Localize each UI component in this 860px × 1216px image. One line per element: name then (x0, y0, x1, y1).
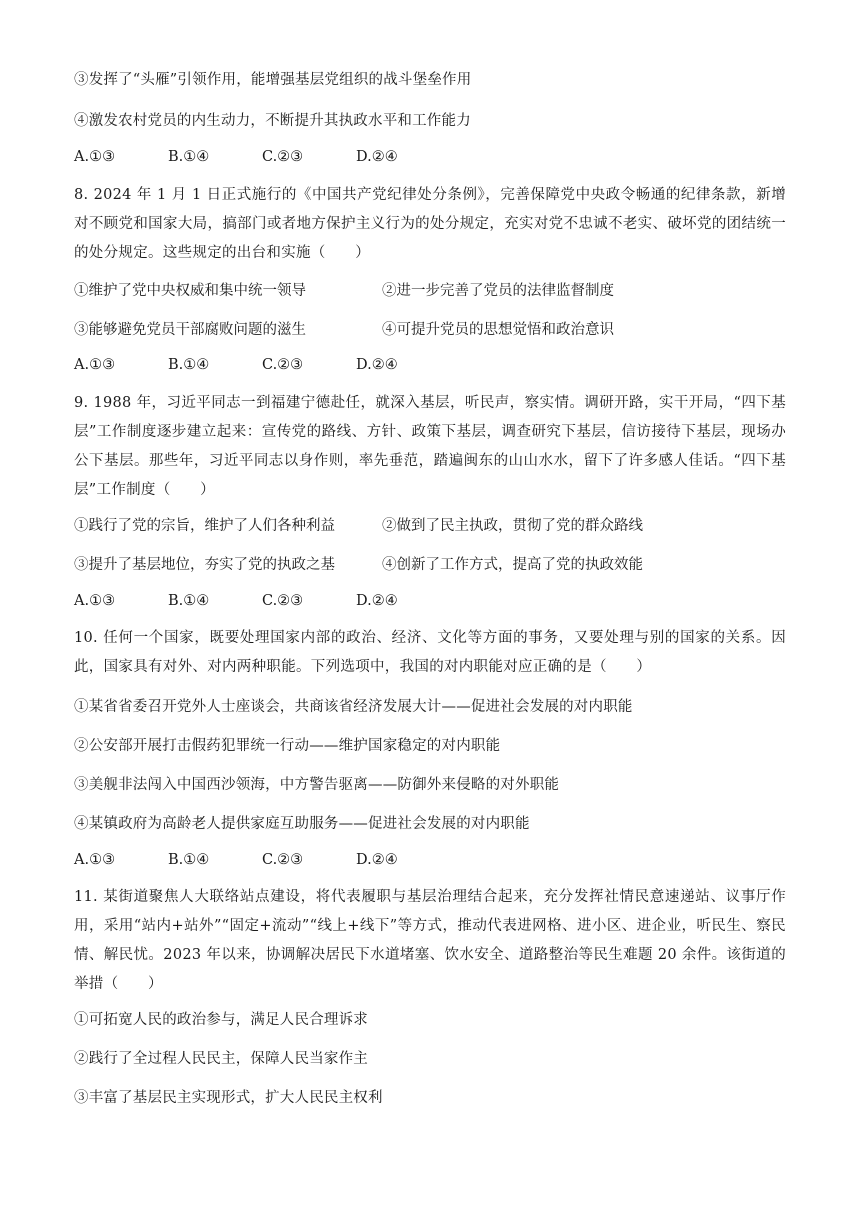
answer-b: B.①④ (168, 357, 210, 373)
q11-stem: 11. 某街道聚焦人大联络站点建设，将代表履职与基层治理结合起来，充分发挥社情民意速递站、议事厅作用，采用“站内+站外”“固定+流动”“线上+线下”等方式，推动代表进网格、进小区、进企业，听民生、察民情、解民忧。2023 年以来，协调解决居民下水道堵塞、饮水安全、道路整治等民生难题 20 余件。该街道的举措（ ） (74, 889, 786, 992)
answer-a: A.①③ (74, 593, 116, 609)
prev-option-3: ③发挥了“头雁”引领作用，能增强基层党组织的战斗堡垒作用 (74, 72, 472, 88)
q8-option-1: ①维护了党中央权威和集中统一领导 (74, 283, 306, 299)
q11-option-2: ②践行了全过程人民民主，保障人民当家作主 (74, 1051, 368, 1067)
answer-b: B.①④ (168, 149, 210, 165)
answer-b: B.①④ (168, 852, 210, 868)
q8-answer-choices (74, 357, 450, 373)
q8-options-row-2 (74, 318, 786, 339)
answer-c: C.②③ (262, 149, 304, 165)
q9-answer-choices (74, 593, 450, 609)
q9-stem: 9. 1988 年，习近平同志一到福建宁德赴任，就深入基层，听民声，察实情。调研开路，实干开局，“四下基层”工作制度逐步建立起来：宣传党的路线、方针、政策下基层，调查研究下基层，信访接待下基层，现场办公下基层。那些年，习近平同志以身作则，率先垂范，踏遍闽东的山山水水，留下了许多感人佳话。“四下基层”工作制度（ ） (74, 395, 786, 498)
q8-options-row-1 (74, 279, 786, 300)
q10-answer-choices (74, 852, 450, 868)
prev-answer-choices (74, 149, 450, 165)
answer-c: C.②③ (262, 357, 304, 373)
answer-d: D.②④ (356, 357, 398, 373)
q11-option-3: ③丰富了基层民主实现形式，扩大人民民主权利 (74, 1090, 383, 1106)
answer-d: D.②④ (356, 852, 398, 868)
q9-option-4: ④创新了工作方式，提高了党的执政效能 (382, 557, 643, 573)
q8-stem: 8. 2024 年 1 月 1 日正式施行的《中国共产党纪律处分条例》，完善保障党中央政令畅通的纪律条款，新增对不顾党和国家大局，搞部门或者地方保护主义行为的处分规定，充实对党不忠诚不老实、破坏党的团结统一的处分规定。这些规定的出台和实施（ ） (74, 187, 786, 261)
answer-b: B.①④ (168, 593, 210, 609)
q9-option-3: ③提升了基层地位，夯实了党的执政之基 (74, 557, 335, 573)
answer-d: D.②④ (356, 593, 398, 609)
q10-option-2: ②公安部开展打击假药犯罪统一行动——维护国家稳定的对内职能 (74, 738, 501, 754)
q8-option-2: ②进一步完善了党员的法律监督制度 (382, 283, 614, 299)
q8-option-4: ④可提升党员的思想觉悟和政治意识 (382, 322, 614, 338)
q10-option-4: ④某镇政府为高龄老人提供家庭互助服务——促进社会发展的对内职能 (74, 816, 530, 832)
q9-options-row-2 (74, 553, 786, 574)
q10-option-3: ③美舰非法闯入中国西沙领海，中方警告驱离——防御外来侵略的对外职能 (74, 777, 560, 793)
q10-option-1: ①某省省委召开党外人士座谈会，共商该省经济发展大计——促进社会发展的对内职能 (74, 699, 633, 715)
q9-option-1: ①践行了党的宗旨，维护了人们各种利益 (74, 518, 335, 534)
q8-option-3: ③能够避免党员干部腐败问题的滋生 (74, 322, 306, 338)
answer-a: A.①③ (74, 149, 116, 165)
prev-option-4: ④激发农村党员的内生动力，不断提升其执政水平和工作能力 (74, 113, 471, 129)
answer-a: A.①③ (74, 357, 116, 373)
q9-option-2: ②做到了民主执政，贯彻了党的群众路线 (382, 518, 643, 534)
q11-option-1: ①可拓宽人民的政治参与，满足人民合理诉求 (74, 1012, 368, 1028)
answer-c: C.②③ (262, 593, 304, 609)
answer-a: A.①③ (74, 852, 116, 868)
answer-c: C.②③ (262, 852, 304, 868)
answer-d: D.②④ (356, 149, 398, 165)
q10-stem: 10. 任何一个国家，既要处理国家内部的政治、经济、文化等方面的事务，又要处理与别的国家的关系。因此，国家具有对外、对内两种职能。下列选项中，我国的对内职能对应正确的是（ ） (74, 630, 786, 675)
q9-options-row-1 (74, 514, 786, 535)
